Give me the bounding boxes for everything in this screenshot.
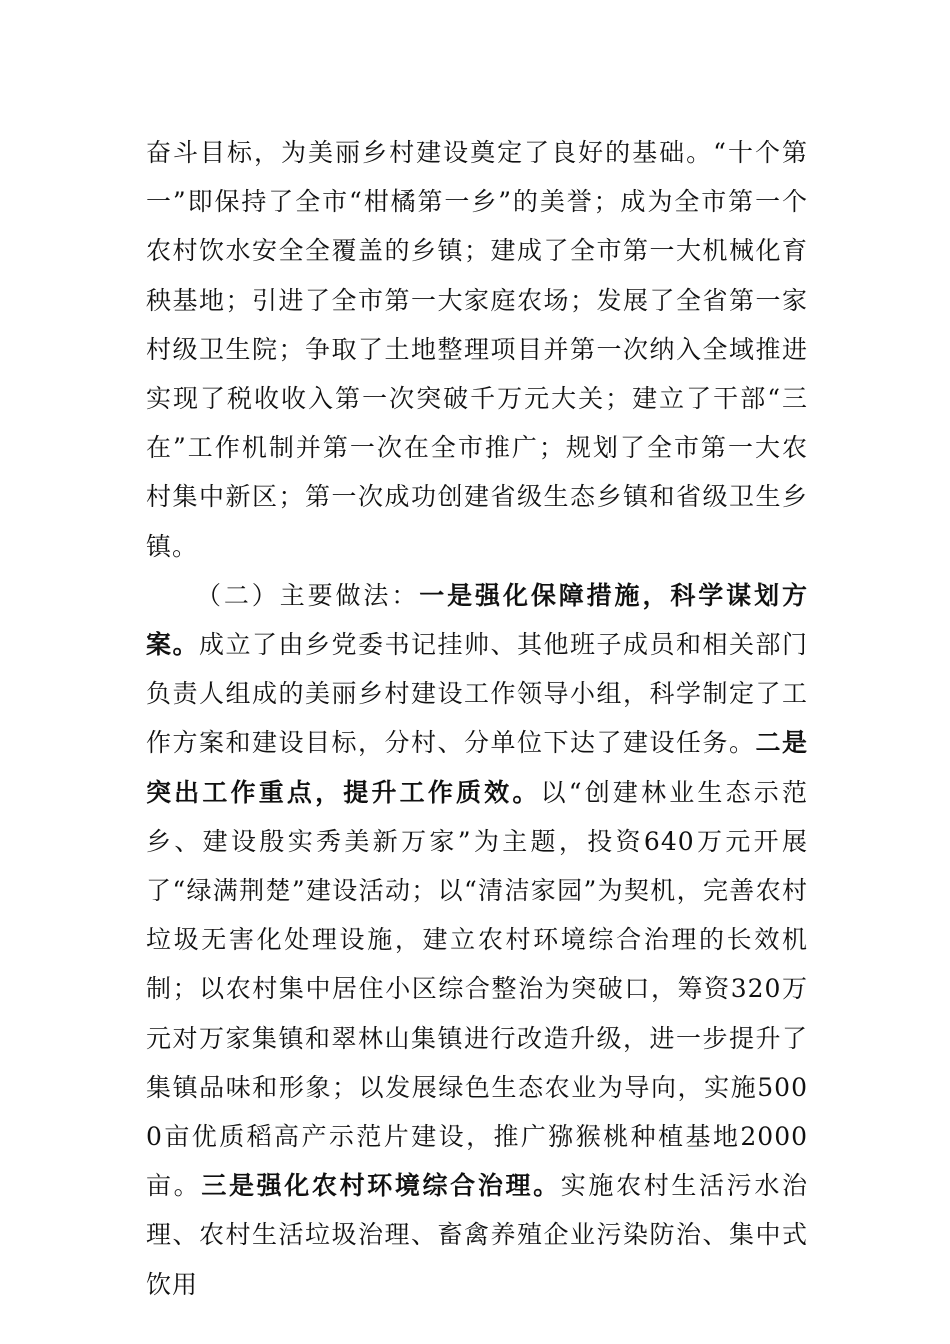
heading-measure-3: 三是强化农村环境综合治理。 <box>201 1171 561 1201</box>
document-body <box>146 128 808 1309</box>
text-measure-1: 成立了由乡党委书记挂帅、其他班子成员和相关部门负责人组成的美丽乡村建设工作领导小组，科学制定了工作方案和建设目标，分村、分单位下达了建设任务。 <box>146 630 808 758</box>
heading-measure-1: 一是强化保障措施，科学谋划方案。 <box>146 580 808 660</box>
paragraph-main-practices <box>146 571 808 1309</box>
text-measure-3: 实施农村生活污水治理、农村生活垃圾治理、畜禽养殖企业污染防治、集中式饮用 <box>146 1171 808 1299</box>
text-measure-2: 以“创建林业生态示范乡、建设殷实秀美新万家”为主题，投资640万元开展了“绿满荆楚”建设活动；以“清洁家园”为契机，完善农村垃圾无害化处理设施，建立农村环境综合治理的长效机制；以农村集中居住小区综合整治为突破口，筹资320万元对万家集镇和翠林山集镇进行改造升级，进一步提升了集镇品味和形象；以发展绿色生态农业为导向，实施5000亩优质稻高产示范片建设，推广猕猴桃种植基地2000亩。 <box>146 777 808 1201</box>
paragraph-achievements: 奋斗目标，为美丽乡村建设奠定了良好的基础。“十个第一”即保持了全市“柑橘第一乡”的美誉；成为全市第一个农村饮水安全全覆盖的乡镇；建成了全市第一大机械化育秧基地；引进了全市第一大家庭农场；发展了全省第一家村级卫生院；争取了土地整理项目并第一次纳入全域推进实现了税收收入第一次突破千万元大关；建立了干部“三在”工作机制并第一次在全市推广；规划了全市第一大农村集中新区；第一次成功创建省级生态乡镇和省级卫生乡镇。 <box>146 138 808 561</box>
section-lead: （二）主要做法： <box>196 580 420 610</box>
heading-measure-2: 二是突出工作重点，提升工作质效。 <box>146 728 808 807</box>
